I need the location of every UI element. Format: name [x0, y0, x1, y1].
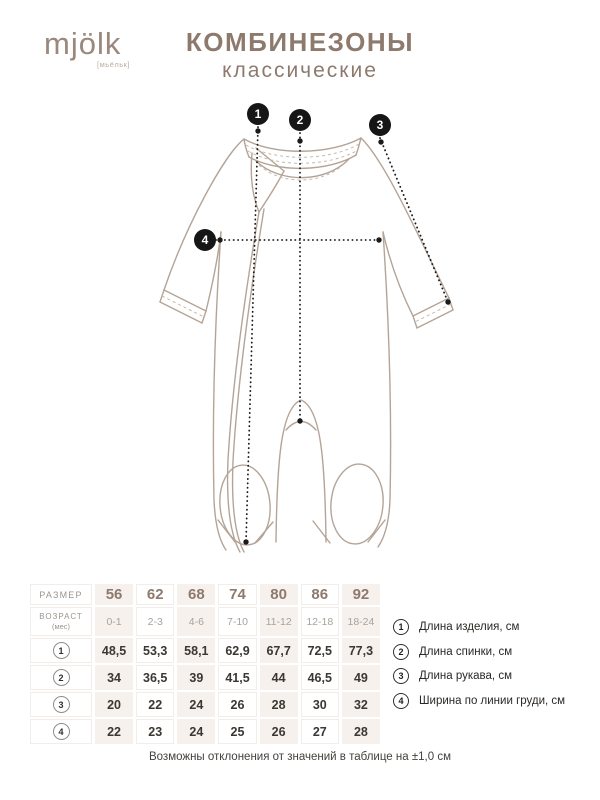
table-row-measure-4 [30, 719, 380, 744]
age-cell: 11-12 [260, 607, 298, 636]
size-cell: 62 [136, 584, 174, 605]
table-cell: 36,5 [136, 665, 174, 690]
legend-number-badge: 2 [393, 644, 409, 660]
marker-1-number: 1 [254, 107, 262, 121]
measure-row-label: 1 [30, 638, 92, 663]
page-title: КОМБИНЕЗОНЫ [185, 27, 415, 57]
legend-number-badge: 3 [393, 668, 409, 684]
measurement-lines [216, 127, 448, 542]
marker-4-badge [194, 229, 216, 251]
table-cell: 44 [260, 665, 298, 690]
size-cell: 80 [260, 584, 298, 605]
table-cell: 24 [177, 692, 215, 717]
page-subtitle: классические [222, 59, 378, 82]
table-cell: 27 [301, 719, 339, 744]
table-cell: 53,3 [136, 638, 174, 663]
table-cell: 20 [95, 692, 133, 717]
marker-3-badge [369, 114, 391, 136]
legend-number-badge: 1 [393, 619, 409, 635]
legend-label: Длина изделия, см [419, 621, 520, 633]
table-row-measure-2 [30, 665, 380, 690]
measure-row-label: 4 [30, 719, 92, 744]
table-row-ages [30, 607, 380, 636]
table-cell: 26 [260, 719, 298, 744]
marker-3-number: 3 [376, 118, 384, 132]
tolerance-note: Возможны отклонения от значений в таблице на ±1,0 см [149, 751, 451, 763]
romper-drawing [160, 138, 453, 552]
table-cell: 24 [177, 719, 215, 744]
table-cell: 25 [218, 719, 256, 744]
measure-line-3 [380, 138, 448, 302]
marker-4-number: 4 [201, 233, 209, 247]
table-cell: 28 [260, 692, 298, 717]
size-cell: 74 [218, 584, 256, 605]
size-cell: 92 [342, 584, 380, 605]
table-cell: 49 [342, 665, 380, 690]
legend-number-badge: 4 [393, 693, 409, 709]
age-cell: 18-24 [342, 607, 380, 636]
table-cell: 22 [136, 692, 174, 717]
size-cell: 86 [301, 584, 339, 605]
page-header [100, 27, 500, 83]
marker-2-number: 2 [296, 113, 304, 127]
brand-logo-text: mjölk [44, 26, 122, 61]
romper-diagram [140, 100, 470, 590]
legend-item [393, 619, 565, 635]
legend-item [393, 644, 565, 660]
legend-label: Длина рукава, см [419, 670, 512, 682]
measure-row-label: 2 [30, 665, 92, 690]
table-cell: 22 [95, 719, 133, 744]
table-cell: 23 [136, 719, 174, 744]
table-cell: 32 [342, 692, 380, 717]
age-cell: 2-3 [136, 607, 174, 636]
legend-item [393, 693, 565, 709]
legend-label: Длина спинки, см [419, 645, 513, 658]
table-cell: 62,9 [218, 638, 256, 663]
table-cell: 67,7 [260, 638, 298, 663]
legend-item [393, 668, 565, 684]
marker-2-badge [289, 109, 311, 131]
size-row-label: РАЗМЕР [30, 584, 92, 605]
size-cell: 68 [177, 584, 215, 605]
age-cell: 12-18 [301, 607, 339, 636]
age-cell: 0-1 [95, 607, 133, 636]
age-cell: 4-6 [177, 607, 215, 636]
table-cell: 46,5 [301, 665, 339, 690]
table-cell: 30 [301, 692, 339, 717]
marker-1-badge [247, 103, 269, 125]
table-cell: 58,1 [177, 638, 215, 663]
age-row-label: ВОЗРАСТ (мес) [30, 607, 92, 636]
table-cell: 34 [95, 665, 133, 690]
legend-label: Ширина по линии груди, см [419, 694, 566, 707]
table-cell: 28 [342, 719, 380, 744]
size-table [30, 584, 380, 744]
age-cell: 7-10 [218, 607, 256, 636]
table-cell: 72,5 [301, 638, 339, 663]
table-row-sizes [30, 584, 380, 605]
measure-line-1 [246, 127, 258, 542]
table-row-measure-3 [30, 692, 380, 717]
table-cell: 41,5 [218, 665, 256, 690]
measurement-legend [393, 619, 565, 717]
brand-transcription: [мьёльк] [97, 60, 130, 69]
table-cell: 48,5 [95, 638, 133, 663]
table-row-measure-1 [30, 638, 380, 663]
table-cell: 26 [218, 692, 256, 717]
table-cell: 77,3 [342, 638, 380, 663]
size-cell: 56 [95, 584, 133, 605]
table-cell: 39 [177, 665, 215, 690]
measure-row-label: 3 [30, 692, 92, 717]
